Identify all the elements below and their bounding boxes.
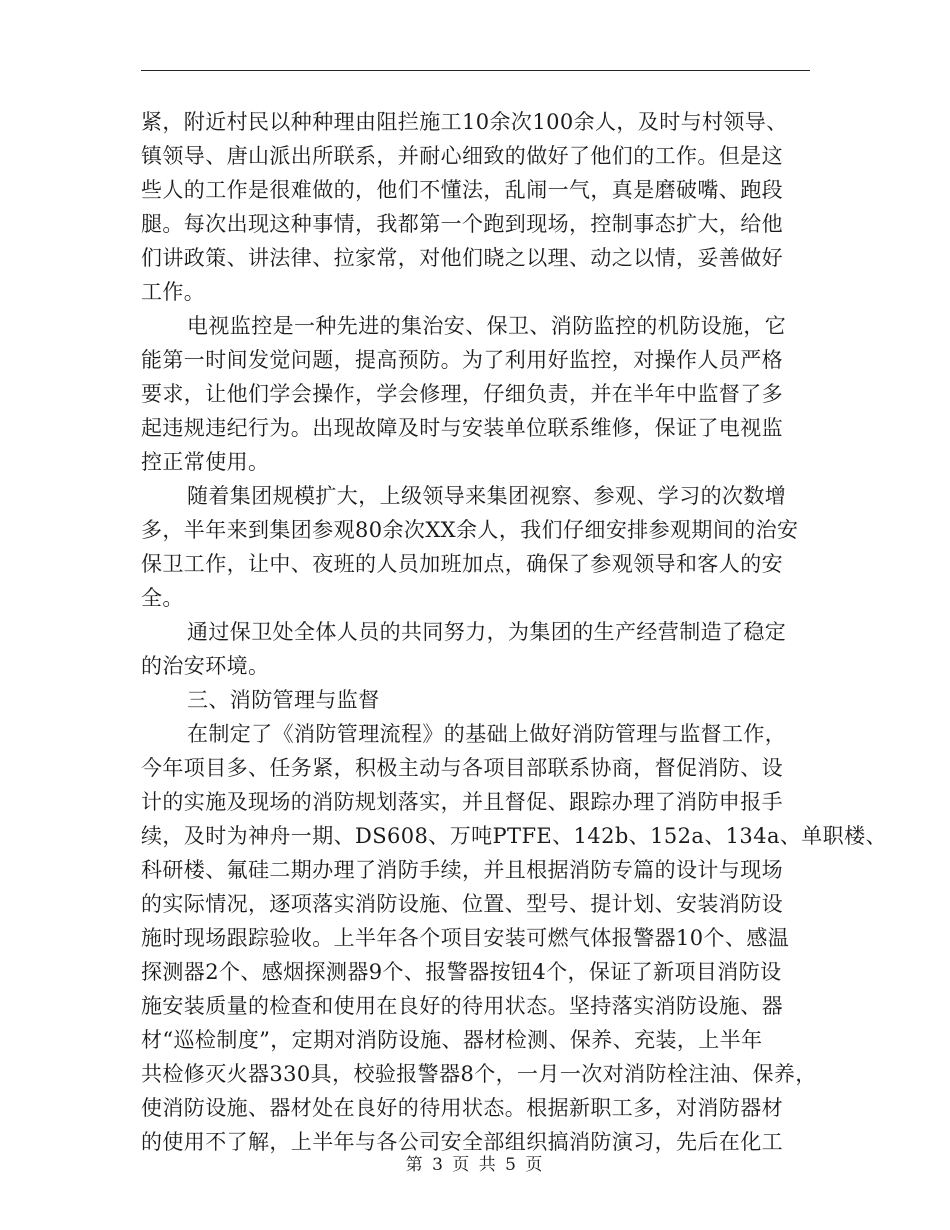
paragraph-start-line: 在制定了《消防管理流程》的基础上做好消防管理与监督工作， bbox=[187, 722, 787, 746]
text-line: 镇领导、唐山派出所联系，并耐心细致的做好了他们的工作。但是这 bbox=[141, 144, 783, 168]
text-line: 施安装质量的检查和使用在良好的待用状态。坚持落实消防设施、器 bbox=[141, 994, 783, 1018]
text-line: 保卫工作，让中、夜班的人员加班加点，确保了参观领导和客人的安 bbox=[141, 552, 783, 576]
text-line: 全。 bbox=[141, 586, 184, 610]
text-line: 计的实施及现场的消防规划落实，并且督促、跟踪办理了消防申报手 bbox=[141, 790, 783, 814]
text-line: 工作。 bbox=[141, 280, 206, 304]
text-line: 起违规违纪行为。出现故障及时与安装单位联系维修，保证了电视监 bbox=[141, 416, 783, 440]
text-line: 紧，附近村民以种种理由阻拦施工10余次100余人，及时与村领导、 bbox=[141, 110, 788, 134]
text-line: 的使用不了解，上半年与各公司安全部组织搞消防演习，先后在化工 bbox=[141, 1130, 783, 1154]
text-line: 些人的工作是很难做的，他们不懂法，乱闹一气，真是磨破嘴、跑段 bbox=[141, 178, 783, 202]
text-line: 腿。每次出现这种事情，我都第一个跑到现场，控制事态扩大，给他 bbox=[141, 212, 783, 236]
text-line: 今年项目多、任务紧，积极主动与各项目部联系协商，督促消防、设 bbox=[141, 756, 783, 780]
document-body bbox=[141, 105, 887, 1159]
page-number-footer: 第 3 页 共 5 页 bbox=[405, 1155, 545, 1175]
text-line: 要求，让他们学会操作，学会修理，仔细负责，并在半年中监督了多 bbox=[141, 382, 783, 406]
text-line: 共检修灭火器330具，校验报警器8个，一月一次对消防栓注油、保养， bbox=[141, 1062, 817, 1086]
text-line: 们讲政策、讲法律、拉家常，对他们晓之以理、动之以情，妥善做好 bbox=[141, 246, 783, 270]
text-line: 控正常使用。 bbox=[141, 450, 270, 474]
text-line: 续，及时为神舟一期、DS608、万吨PTFE、142b、152a、134a、单职楼、 bbox=[141, 824, 887, 848]
text-line: 的治安环境。 bbox=[141, 654, 270, 678]
header-rule bbox=[141, 70, 810, 71]
text-line: 探测器2个、感烟探测器9个、报警器按钮4个，保证了新项目消防设 bbox=[141, 960, 782, 984]
paragraph-start-line: 随着集团规模扩大，上级领导来集团视察、参观、学习的次数增 bbox=[187, 484, 787, 508]
text-line: 多，半年来到集团参观80余次XX余人，我们仔细安排参观期间的治安 bbox=[141, 518, 799, 542]
paragraph-start-line: 电视监控是一种先进的集治安、保卫、消防监控的机防设施，它 bbox=[187, 314, 787, 338]
paragraph-start-line: 通过保卫处全体人员的共同努力，为集团的生产经营制造了稳定 bbox=[187, 620, 787, 644]
text-line: 材“巡检制度”，定期对消防设施、器材检测、保养、充装，上半年 bbox=[141, 1028, 763, 1052]
section-heading: 三、消防管理与监督 bbox=[187, 688, 380, 712]
text-line: 施时现场跟踪验收。上半年各个项目安装可燃气体报警器10个、感温 bbox=[141, 926, 790, 950]
text-line: 使消防设施、器材处在良好的待用状态。根据新职工多，对消防器材 bbox=[141, 1096, 783, 1120]
text-line: 科研楼、氟硅二期办理了消防手续，并且根据消防专篇的设计与现场 bbox=[141, 858, 783, 882]
text-line: 能第一时间发觉问题，提高预防。为了利用好监控，对操作人员严格 bbox=[141, 348, 783, 372]
text-line: 的实际情况，逐项落实消防设施、位置、型号、提计划、安装消防设 bbox=[141, 892, 783, 916]
